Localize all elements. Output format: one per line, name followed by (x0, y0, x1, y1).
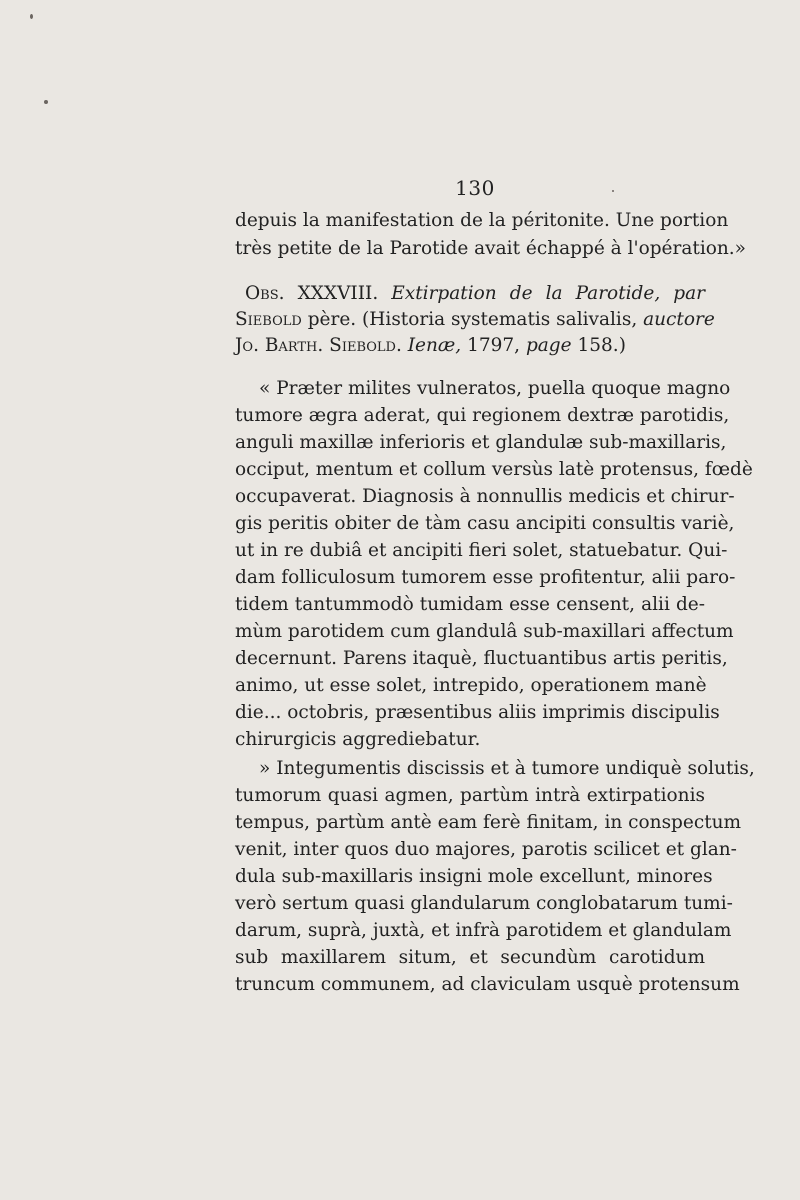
obs-number: XXXVIII. (297, 283, 379, 304)
text-line: die... octobris, præsentibus aliis imprimis discipulis (235, 702, 720, 723)
ink-speck (30, 14, 33, 19)
text-line: darum, suprà, juxtà, et infrà parotidem et glandulam (235, 920, 732, 941)
text-line: mùm parotidem cum glandulâ sub-maxillari affectum (235, 621, 734, 642)
text-line: chirurgicis aggrediebatur. (235, 729, 481, 750)
observation-heading-line-2 (235, 309, 715, 330)
text-line: très petite de la Parotide avait échappé à l'opération.» (235, 238, 746, 259)
text-line: tidem tantummodò tumidam esse censent, alii de- (235, 594, 705, 615)
text-line: verò sertum quasi glandularum conglobatarum tumi- (235, 893, 733, 914)
obs-author: Siebold (235, 309, 302, 330)
text-line: truncum communem, ad claviculam usquè protensum (235, 974, 740, 995)
ink-speck (44, 100, 48, 104)
text-line: occiput, mentum et collum versùs latè protensus, fœdè (235, 459, 753, 480)
ink-speck (612, 190, 614, 192)
text-line: « Præter milites vulneratos, puella quoque magno (259, 378, 731, 399)
obs-page-label: page (525, 335, 572, 356)
text-line: depuis la manifestation de la péritonite. Une portion (235, 210, 729, 231)
obs-source: père. (Historia systematis salivalis, (307, 309, 638, 330)
text-line: gis peritis obiter de tàm casu ancipiti consultis variè, (235, 513, 735, 534)
text-line: tumorum quasi agmen, partùm intrà extirpationis (235, 785, 705, 806)
text-line: dam folliculosum tumorem esse profitentur, alii paro- (235, 567, 736, 588)
text-line: dula sub-maxillaris insigni mole excellunt, minores (235, 866, 713, 887)
text-line: sub maxillarem situm, et secundùm carotidum (235, 947, 705, 968)
obs-label: Obs. (245, 283, 285, 304)
obs-page-ref: 158.) (577, 335, 626, 356)
page-number: 130 (455, 176, 495, 200)
text-line: anguli maxillæ inferioris et glandulæ sub-maxillaris, (235, 432, 727, 453)
observation-heading-line-3 (235, 337, 705, 356)
observation-heading-line-1 (245, 285, 705, 304)
obs-author-full: Jo. Barth. Siebold. (235, 335, 402, 356)
text-line: venit, inter quos duo majores, parotis scilicet et glan- (235, 839, 737, 860)
obs-year: 1797, (467, 335, 521, 356)
text-line: occupaverat. Diagnosis à nonnullis medicis et chirur- (235, 486, 735, 507)
text-line: tumore ægra aderat, qui regionem dextræ parotidis, (235, 405, 730, 426)
text-line: tempus, partùm antè eam ferè finitam, in conspectum (235, 812, 742, 833)
text-line: decernunt. Parens itaquè, fluctuantibus artis peritis, (235, 648, 728, 669)
text-line: » Integumentis discissis et à tumore undiquè solutis, (259, 758, 755, 779)
obs-title: Extirpation de la Parotide, par (391, 283, 705, 304)
obs-place: Ienæ, (407, 335, 462, 356)
obs-auctore: auctore (643, 309, 715, 330)
text-line: animo, ut esse solet, intrepido, operationem manè (235, 675, 707, 696)
text-line: ut in re dubiâ et ancipiti fieri solet, statuebatur. Qui- (235, 540, 728, 561)
